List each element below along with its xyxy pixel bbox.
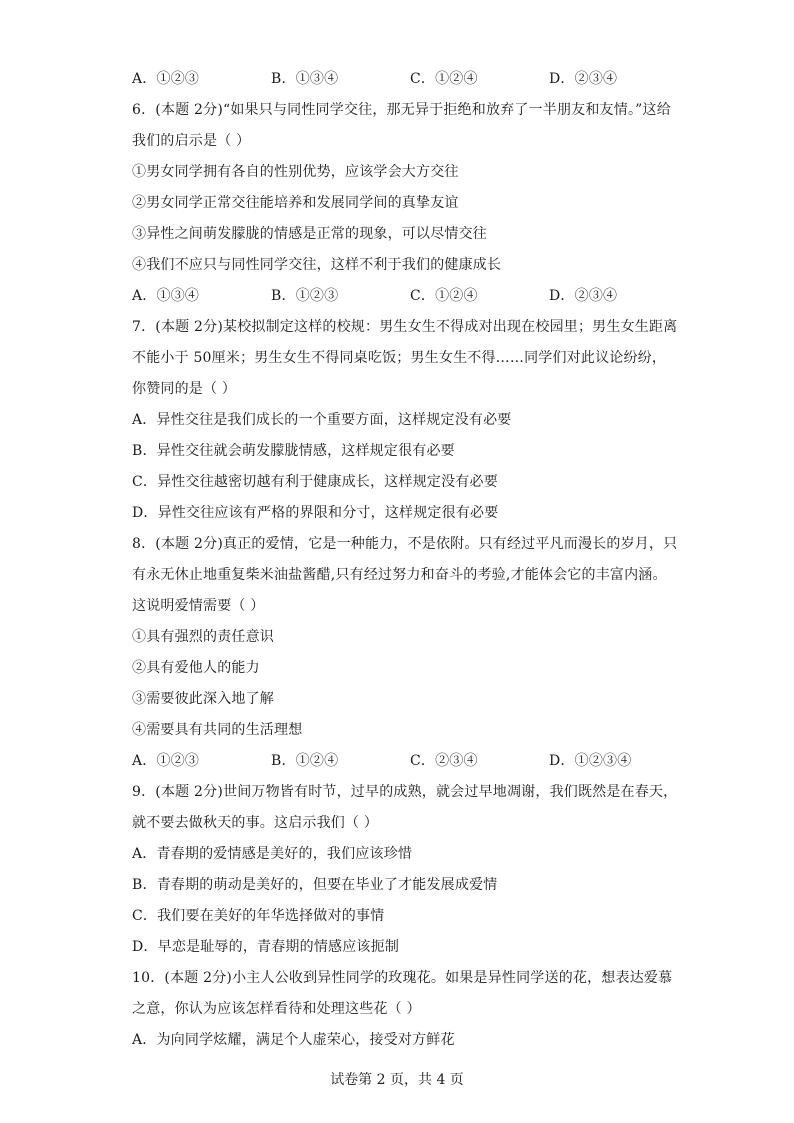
q5-option-a: A．①②③ bbox=[132, 71, 200, 87]
q6-stem-line: 我们的启示是（ ） bbox=[132, 133, 251, 149]
question-8 bbox=[132, 529, 678, 777]
q8-statement: ③需要彼此深入地了解 bbox=[132, 691, 274, 707]
q5-options bbox=[132, 64, 668, 95]
q8-stem-line: 有永无休止地重复柴米油盐酱醋,只有经过努力和奋斗的考验,才能体会它的丰富内涵。 bbox=[132, 567, 667, 583]
q9-option-b: B．青春期的萌动是美好的，但要在毕业了才能发展成爱情 bbox=[132, 877, 498, 893]
question-9 bbox=[132, 777, 678, 963]
q9-option-a: A．青春期的爱情感是美好的，我们应该珍惜 bbox=[132, 846, 413, 862]
q8-option-b: B．①②④ bbox=[271, 753, 339, 769]
q7-option-d: D．异性交往应该有严格的界限和分寸，这样规定很有必要 bbox=[132, 505, 499, 521]
q6-statement: ②男女同学正常交往能培养和发展同学间的真挚友谊 bbox=[132, 195, 459, 211]
q6-statement: ④我们不应只与同性同学交往，这样不利于我们的健康成长 bbox=[132, 257, 502, 273]
q7-option-b: B．异性交往就会萌发朦胧情感，这样规定很有必要 bbox=[132, 443, 455, 459]
q10-option-a: A．为向同学炫耀，满足个人虚荣心，接受对方鲜花 bbox=[132, 1032, 455, 1048]
q9-option-d: D．早恋是耻辱的，青春期的情感应该扼制 bbox=[132, 939, 400, 955]
q6-option-a: A．①③④ bbox=[132, 288, 200, 304]
q5-option-d: D．②③④ bbox=[549, 71, 618, 87]
page-content bbox=[132, 64, 678, 1056]
q8-statement: ④需要具有共同的生活理想 bbox=[132, 722, 303, 738]
q5-option-c: C．①②④ bbox=[410, 71, 478, 87]
q5-option-b: B．①③④ bbox=[271, 71, 339, 87]
q8-stem-line: 这说明爱情需要（ ） bbox=[132, 598, 265, 614]
q8-option-d: D．①②③④ bbox=[549, 753, 632, 769]
question-10 bbox=[132, 963, 673, 1056]
q8-stem-line: 8．(本题 2分)真正的爱情，它是一种能力，不是依附。只有经过平凡而漫长的岁月，只 bbox=[132, 536, 678, 552]
q6-option-c: C．①②④ bbox=[410, 288, 478, 304]
q8-statement: ②具有爱他人的能力 bbox=[132, 660, 260, 676]
q7-option-a: A．异性交往是我们成长的一个重要方面，这样规定没有必要 bbox=[132, 412, 512, 428]
q7-stem-line: 不能小于 50厘米；男生女生不得同桌吃饭；男生女生不得……同学们对此议论纷纷， bbox=[132, 350, 667, 366]
q9-option-c: C．我们要在美好的年华选择做对的事情 bbox=[132, 908, 385, 924]
q10-stem-line: 10．(本题 2分)小主人公收到异性同学的玫瑰花。如果是异性同学送的花，想表达爱慕 bbox=[132, 970, 673, 986]
page-footer: 试卷第 2 页，共 4 页 bbox=[330, 1072, 464, 1088]
q10-stem-line: 之意，你认为应该怎样看待和处理这些花（ ） bbox=[132, 1001, 421, 1017]
q7-stem-line: 7．(本题 2分)某校拟制定这样的校规：男生女生不得成对出现在校园里；男生女生距离 bbox=[132, 319, 678, 335]
q6-options bbox=[132, 281, 668, 312]
q8-option-c: C．②③④ bbox=[410, 753, 478, 769]
question-7 bbox=[132, 312, 678, 529]
q6-statement: ①男女同学拥有各自的性别优势，应该学会大方交往 bbox=[132, 164, 459, 180]
q9-stem-line: 9．(本题 2分)世间万物皆有时节，过早的成熟，就会过早地凋谢，我们既然是在春天， bbox=[132, 784, 678, 800]
question-6 bbox=[132, 95, 671, 312]
q7-stem-line: 你赞同的是（ ） bbox=[132, 381, 237, 397]
q8-option-a: A．①②③ bbox=[132, 753, 200, 769]
q6-statement: ③异性之间萌发朦胧的情感是正常的现象，可以尽情交往 bbox=[132, 226, 487, 242]
q8-statement: ①具有强烈的责任意识 bbox=[132, 629, 274, 645]
q6-stem-line: 6．(本题 2分)“如果只与同性同学交往，那无异于拒绝和放弃了一半朋友和友情。”这给 bbox=[132, 102, 671, 118]
q7-option-c: C．异性交往越密切越有利于健康成长，这样规定没有必要 bbox=[132, 474, 498, 490]
q9-stem-line: 就不要去做秋天的事。这启示我们（ ） bbox=[132, 815, 379, 831]
q6-option-d: D．②③④ bbox=[549, 288, 618, 304]
q8-options bbox=[132, 746, 668, 777]
q6-option-b: B．①②③ bbox=[271, 288, 339, 304]
